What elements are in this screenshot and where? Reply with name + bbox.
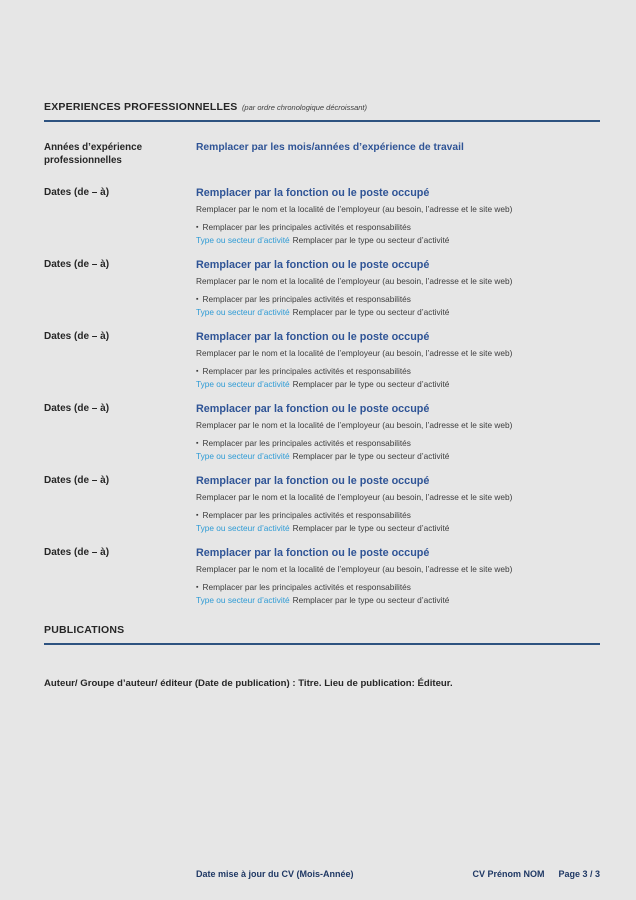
entry-responsibilities-line [196, 222, 600, 234]
entry-activity-type-label: Type ou secteur d’activité [196, 451, 290, 461]
page-content [44, 97, 600, 690]
entry-activity-type-text: Remplacer par le type ou secteur d’activité [292, 379, 450, 389]
entry-activity-type-text: Remplacer par le type ou secteur d’activité [292, 595, 450, 605]
entry-activity-type-label: Type ou secteur d’activité [196, 523, 290, 533]
entry-responsibilities-line [196, 438, 600, 450]
entry-activity-type-label: Type ou secteur d’activité [196, 595, 290, 605]
bullet-icon: ▪ [196, 584, 199, 591]
entry-employer-line: Remplacer par le nom et la localité de l’employeur (au besoin, l’adresse et le site web) [196, 204, 513, 214]
entry-dates-label: Dates (de – à) [44, 403, 110, 414]
publications-section-title: PUBLICATIONS [44, 624, 125, 636]
bullet-icon: ▪ [196, 440, 199, 447]
entry-details [196, 402, 600, 462]
entry-employer-line: Remplacer par le nom et la localité de l’employeur (au besoin, l’adresse et le site web) [196, 276, 513, 286]
experience-entry [44, 330, 600, 390]
entry-activity-type-text: Remplacer par le type ou secteur d’activité [292, 235, 450, 245]
entry-position-title: Remplacer par la fonction ou le poste occupé [196, 475, 430, 487]
footer-cv-name: CV Prénom NOM [472, 869, 545, 879]
entry-position-title: Remplacer par la fonction ou le poste occupé [196, 331, 430, 343]
entry-responsibilities-line [196, 582, 600, 594]
bullet-icon: ▪ [196, 368, 199, 375]
entry-position-title: Remplacer par la fonction ou le poste occupé [196, 187, 430, 199]
entry-responsibilities-text: Remplacer par les principales activités et responsabilités [202, 582, 411, 592]
experience-entry [44, 258, 600, 318]
page-footer [44, 869, 600, 879]
entry-activity-line [196, 379, 600, 390]
years-of-experience-value: Remplacer par les mois/années d’expérience de travail [196, 142, 464, 153]
entry-activity-line [196, 451, 600, 462]
entry-activity-type-label: Type ou secteur d’activité [196, 379, 290, 389]
entry-responsibilities-line [196, 294, 600, 306]
publications-section [44, 620, 600, 690]
entry-responsibilities-line [196, 510, 600, 522]
experience-entry [44, 402, 600, 462]
entry-dates-label: Dates (de – à) [44, 259, 110, 270]
entry-activity-line [196, 235, 600, 246]
entry-activity-line [196, 595, 600, 606]
entry-details [196, 546, 600, 606]
experience-section-header [44, 97, 600, 122]
entry-responsibilities-line [196, 366, 600, 378]
footer-right-group [472, 869, 600, 879]
entry-details [196, 258, 600, 318]
experience-section-subtitle: (par ordre chronologique décroissant) [241, 103, 368, 112]
entry-details [196, 186, 600, 246]
years-of-experience-row [44, 141, 600, 167]
entry-activity-type-label: Type ou secteur d’activité [196, 235, 290, 245]
experience-entry [44, 186, 600, 246]
experience-entry [44, 474, 600, 534]
entry-dates-label: Dates (de – à) [44, 187, 110, 198]
entry-position-title: Remplacer par la fonction ou le poste occupé [196, 547, 430, 559]
years-of-experience-label: Années d’expérience professionnelles [44, 142, 143, 166]
entry-responsibilities-text: Remplacer par les principales activités et responsabilités [202, 366, 411, 376]
entry-activity-type-text: Remplacer par le type ou secteur d’activité [292, 451, 450, 461]
entry-employer-line: Remplacer par le nom et la localité de l’employeur (au besoin, l’adresse et le site web) [196, 564, 513, 574]
experience-entry [44, 546, 600, 606]
entry-details [196, 474, 600, 534]
entry-position-title: Remplacer par la fonction ou le poste occupé [196, 403, 430, 415]
entry-employer-line: Remplacer par le nom et la localité de l’employeur (au besoin, l’adresse et le site web) [196, 348, 513, 358]
entry-dates-label: Dates (de – à) [44, 475, 110, 486]
entry-position-title: Remplacer par la fonction ou le poste occupé [196, 259, 430, 271]
entry-employer-line: Remplacer par le nom et la localité de l’employeur (au besoin, l’adresse et le site web) [196, 492, 513, 502]
entry-dates-label: Dates (de – à) [44, 331, 110, 342]
publication-reference: Auteur/ Groupe d’auteur/ éditeur (Date de publication) : Titre. Lieu de publication: Éditeur. [44, 678, 453, 689]
bullet-icon: ▪ [196, 512, 199, 519]
entry-employer-line: Remplacer par le nom et la localité de l’employeur (au besoin, l’adresse et le site web) [196, 420, 513, 430]
entry-activity-line [196, 307, 600, 318]
entry-dates-label: Dates (de – à) [44, 547, 110, 558]
entry-activity-type-label: Type ou secteur d’activité [196, 307, 290, 317]
entry-details [196, 330, 600, 390]
entry-responsibilities-text: Remplacer par les principales activités et responsabilités [202, 438, 411, 448]
bullet-icon: ▪ [196, 224, 199, 231]
publications-section-header [44, 620, 600, 645]
entry-activity-line [196, 523, 600, 534]
experience-entries [44, 186, 600, 606]
footer-updated-date: Date mise à jour du CV (Mois-Année) [196, 869, 354, 879]
entry-responsibilities-text: Remplacer par les principales activités et responsabilités [202, 222, 411, 232]
entry-responsibilities-text: Remplacer par les principales activités et responsabilités [202, 510, 411, 520]
bullet-icon: ▪ [196, 296, 199, 303]
entry-activity-type-text: Remplacer par le type ou secteur d’activité [292, 523, 450, 533]
entry-responsibilities-text: Remplacer par les principales activités et responsabilités [202, 294, 411, 304]
footer-page-indicator: Page 3 / 3 [558, 869, 600, 879]
experience-section-title: EXPERIENCES PROFESSIONNELLES [44, 101, 238, 113]
entry-activity-type-text: Remplacer par le type ou secteur d’activité [292, 307, 450, 317]
